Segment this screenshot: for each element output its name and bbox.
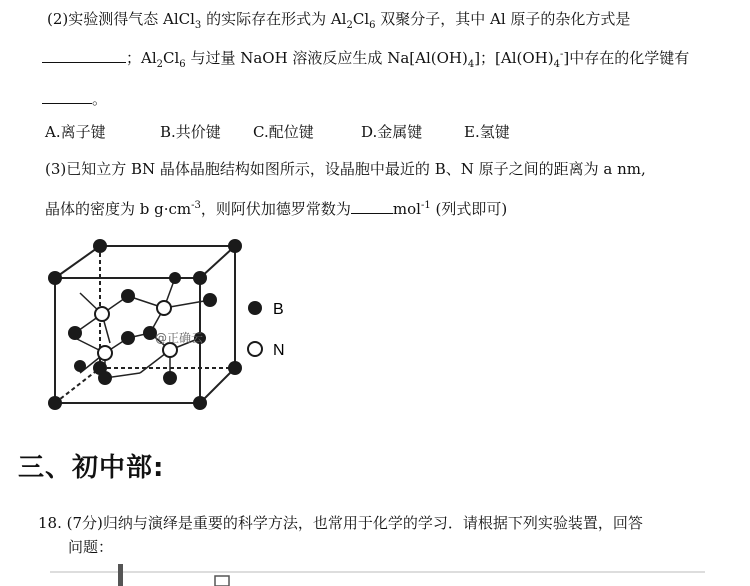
option-e: E.氢键 bbox=[464, 123, 510, 141]
option-b: B.共价键 bbox=[160, 123, 221, 141]
bn-unit-cell-diagram bbox=[40, 238, 340, 418]
q3-line-1 bbox=[45, 159, 646, 179]
b-atoms bbox=[48, 239, 242, 410]
watermark: @正确云 bbox=[155, 331, 204, 345]
option-c: C.配位键 bbox=[253, 123, 314, 141]
legend-b-label: B bbox=[273, 301, 284, 318]
q2-line2-sub-a: 2 bbox=[156, 59, 164, 70]
q3-line2-part-c: mol bbox=[392, 200, 421, 218]
q2-line1-sub-b: 2 bbox=[346, 20, 353, 31]
q3-line-2 bbox=[45, 196, 507, 219]
q2-line3-end: 。 bbox=[92, 90, 108, 108]
q3-line2-sup-a: -3 bbox=[191, 200, 201, 211]
legend-b-marker bbox=[248, 301, 262, 315]
legend-n-label: N bbox=[273, 342, 285, 359]
q2-line1-part-b: 的实际存在形式为 Al bbox=[201, 10, 347, 28]
q2-line2-part-c: 与过量 NaOH 溶液反应生成 Na[Al(OH) bbox=[185, 49, 468, 67]
q2-line1-part-d: 双聚分子，其中 Al 原子的杂化方式是 bbox=[375, 10, 631, 28]
q2-line-2 bbox=[42, 45, 689, 75]
cube-edges bbox=[55, 246, 235, 403]
q3-line2-part-b: ，则阿伏加德罗常数为 bbox=[200, 200, 351, 218]
legend-n-marker bbox=[248, 342, 262, 356]
q3-line1-text: (3)已知立方 BN 晶体晶胞结构如图所示，设晶胞中最近的 B、N 原子之间的距离为 a nm, bbox=[45, 160, 646, 178]
q2-line1-sub-c: 6 bbox=[369, 20, 376, 31]
option-d: D.金属键 bbox=[361, 123, 423, 141]
q18-line-1 bbox=[38, 513, 643, 533]
q2-line2-part-a: ；Al bbox=[126, 49, 157, 67]
q2-line2-part-d: ]；[Al(OH) bbox=[474, 49, 554, 67]
option-a: A.离子键 bbox=[45, 123, 106, 141]
q2-line-1 bbox=[47, 9, 630, 36]
q2-line1-part-a: (2)实验测得气态 AlCl bbox=[47, 10, 195, 28]
section-title: 三、初中部: bbox=[18, 453, 165, 483]
q3-line2-sup-c: -1 bbox=[420, 200, 431, 211]
answer-blank-avogadro[interactable] bbox=[351, 199, 393, 214]
q18-line-2 bbox=[68, 537, 113, 557]
q18-line1-text: 18. (7分)归纳与演绎是重要的科学方法，也常用于化学的学习．请根据下列实验装置，回答 bbox=[38, 514, 643, 532]
q2-line2-part-e: ] bbox=[563, 49, 570, 67]
q2-line2-sub-d: 4 bbox=[553, 59, 560, 70]
q2-line2-part-f: 中存在的化学键有 bbox=[569, 49, 690, 67]
apparatus-figure-partial bbox=[45, 562, 745, 586]
answer-blank-chemical-bonds[interactable] bbox=[42, 89, 92, 104]
answer-blank-hybridization[interactable] bbox=[42, 48, 126, 63]
q2-line1-part-c: Cl bbox=[352, 10, 370, 28]
q2-line2-sup-d: - bbox=[560, 49, 564, 60]
q3-line2-part-d: (列式即可) bbox=[430, 200, 508, 218]
q2-line2-sub-c: 4 bbox=[467, 59, 475, 70]
q2-line2-part-b: Cl bbox=[163, 49, 180, 67]
q2-line-3 bbox=[42, 89, 107, 109]
q18-line2-text: 问题： bbox=[68, 538, 114, 556]
q3-line2-part-a: 晶体的密度为 b g·cm bbox=[45, 200, 192, 218]
q2-line1-sub-a: 3 bbox=[194, 20, 202, 31]
q2-line2-sub-b: 6 bbox=[179, 59, 186, 70]
